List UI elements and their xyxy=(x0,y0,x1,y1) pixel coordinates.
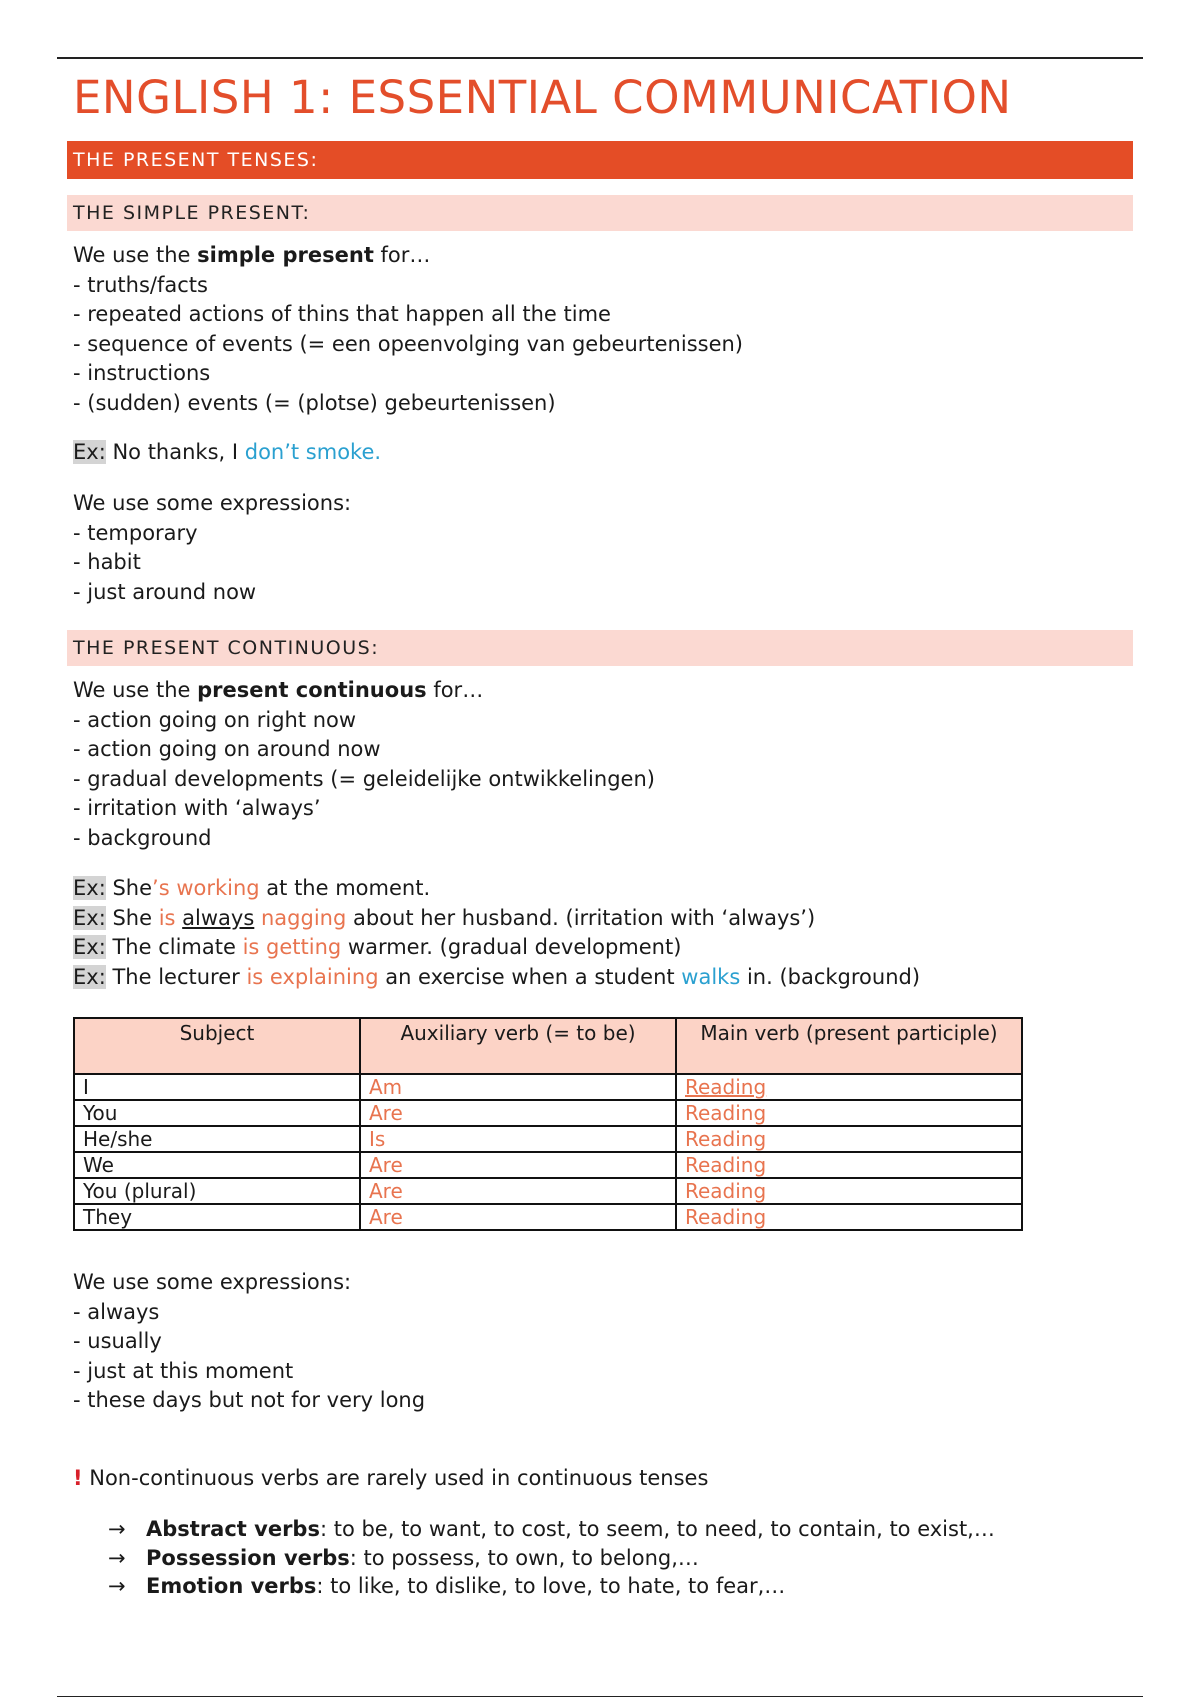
expressions-intro: We use some expressions: xyxy=(73,1270,352,1294)
table-cell: Are xyxy=(360,1152,676,1178)
section-heading-present-tenses: THE PRESENT TENSES: xyxy=(67,141,1133,179)
example-label: Ex: xyxy=(73,440,106,464)
example-highlight: is getting xyxy=(242,935,342,959)
intro-text: We use the xyxy=(73,243,198,267)
present-continuous-intro xyxy=(73,676,655,706)
simple-present-intro xyxy=(73,241,743,271)
table-cell: Are xyxy=(360,1178,676,1204)
list-item: - action going on around now xyxy=(73,737,381,761)
list-item: - just around now xyxy=(73,579,257,604)
table-cell: Is xyxy=(360,1126,676,1152)
category-examples: : to like, to dislike, to love, to hate, to fear,… xyxy=(316,1574,786,1598)
example-highlight: don’t smoke. xyxy=(244,440,382,464)
list-item: - (sudden) events (= (plotse) gebeurtenissen) xyxy=(73,390,556,415)
category-examples: : to be, to want, to cost, to seem, to need, to contain, to exist,… xyxy=(319,1517,995,1541)
list-item: - habit xyxy=(73,550,141,574)
table-cell: He/she xyxy=(74,1126,360,1152)
example-text: She xyxy=(105,905,159,930)
example-highlight: is xyxy=(158,905,176,930)
table-row xyxy=(74,1178,1022,1204)
top-rule xyxy=(57,57,1143,59)
present-continuous-uses xyxy=(73,676,655,853)
intro-bold: present continuous xyxy=(197,678,427,702)
example-3 xyxy=(73,933,920,963)
example-label: Ex: xyxy=(73,905,106,930)
example-text: about her husband. (irritation with ‘always’) xyxy=(346,905,816,930)
table-row xyxy=(74,1204,1022,1230)
non-continuous-note xyxy=(73,1464,708,1494)
example-4 xyxy=(73,963,920,993)
bottom-rule xyxy=(57,1696,1143,1697)
table-row xyxy=(74,1152,1022,1178)
table-cell: We xyxy=(74,1152,360,1178)
arrow-right-icon: → xyxy=(108,1545,126,1570)
table-cell: Reading xyxy=(676,1152,1022,1178)
table-cell: Reading xyxy=(676,1100,1022,1126)
list-item: - instructions xyxy=(73,361,211,385)
table-cell: You (plural) xyxy=(74,1178,360,1204)
subheading-simple-present: THE SIMPLE PRESENT: xyxy=(67,195,1133,231)
list-item: - always xyxy=(73,1299,160,1324)
title-area xyxy=(73,70,1133,125)
example-label: Ex: xyxy=(73,876,106,900)
example-label: Ex: xyxy=(73,935,106,959)
arrow-right-icon: → xyxy=(108,1517,126,1541)
example-label: Ex: xyxy=(73,964,106,989)
intro-text: We use the xyxy=(73,678,198,702)
example-text: warmer. (gradual development) xyxy=(341,935,682,959)
intro-text-end: for… xyxy=(426,678,484,702)
table-row xyxy=(74,1126,1022,1152)
simple-present-uses xyxy=(73,241,743,418)
conjugation-table xyxy=(73,1017,1023,1231)
example-text: No thanks, I xyxy=(105,440,245,464)
table-header-row xyxy=(74,1018,1022,1074)
example-2 xyxy=(73,904,920,934)
arrow-right-icon: → xyxy=(108,1574,126,1598)
example-text: The lecturer xyxy=(105,964,247,989)
document-title: ENGLISH 1: ESSENTIAL COMMUNICATION xyxy=(73,71,1012,124)
example-text: She xyxy=(105,876,153,900)
table-cell: Reading xyxy=(676,1126,1022,1152)
table-cell xyxy=(676,1074,1022,1100)
list-item: - these days but not for very long xyxy=(73,1388,426,1412)
column-header: Subject xyxy=(74,1018,360,1074)
list-item xyxy=(108,1515,995,1544)
example-text: in. (background) xyxy=(740,964,921,989)
example-highlight: nagging xyxy=(260,905,347,930)
table-cell-text: Reading xyxy=(685,1075,767,1099)
column-header: Auxiliary verb (= to be) xyxy=(360,1018,676,1074)
intro-text-end: for… xyxy=(373,243,431,267)
example-highlight: walks xyxy=(681,964,741,989)
category-name: Possession verbs xyxy=(146,1545,350,1570)
table-cell: Am xyxy=(360,1074,676,1100)
table-row xyxy=(74,1100,1022,1126)
present-continuous-examples xyxy=(73,874,920,992)
list-item: - action going on right now xyxy=(73,707,357,732)
list-item: - truths/facts xyxy=(73,272,208,297)
exclamation-icon: ! xyxy=(73,1466,83,1490)
present-continuous-expressions xyxy=(73,1268,425,1416)
table-cell: You xyxy=(74,1100,360,1126)
table-cell: They xyxy=(74,1204,360,1230)
category-name: Emotion verbs xyxy=(146,1574,317,1598)
verb-category-list xyxy=(108,1515,995,1601)
table-cell: Reading xyxy=(676,1178,1022,1204)
table-cell: I xyxy=(74,1074,360,1100)
example-highlight: ’s working xyxy=(152,876,260,900)
category-examples: : to possess, to own, to belong,… xyxy=(349,1545,699,1570)
list-item xyxy=(108,1544,995,1573)
list-item: - just at this moment xyxy=(73,1358,294,1383)
note-text: Non-continuous verbs are rarely used in continuous tenses xyxy=(82,1466,709,1490)
list-item: - usually xyxy=(73,1329,162,1353)
example-1 xyxy=(73,874,920,904)
table-cell: Are xyxy=(360,1100,676,1126)
list-item: - temporary xyxy=(73,520,198,545)
list-item xyxy=(108,1572,995,1601)
example-underline: always xyxy=(182,905,255,930)
column-header: Main verb (present participle) xyxy=(676,1018,1022,1074)
list-item: - gradual developments (= geleidelijke ontwikkelingen) xyxy=(73,766,655,791)
list-item: - sequence of events (= een opeenvolging van gebeurtenissen) xyxy=(73,331,744,356)
example-highlight: is explaining xyxy=(246,964,379,989)
expressions-intro: We use some expressions: xyxy=(73,491,352,515)
example-text: an exercise when a student xyxy=(378,964,682,989)
simple-present-expressions xyxy=(73,489,351,607)
subheading-present-continuous: THE PRESENT CONTINUOUS: xyxy=(67,630,1133,666)
table-cell: Are xyxy=(360,1204,676,1230)
table-cell: Reading xyxy=(676,1204,1022,1230)
example-text: at the moment. xyxy=(259,876,431,900)
list-item: - background xyxy=(73,825,212,850)
simple-present-example xyxy=(73,438,381,468)
list-item: - repeated actions of thins that happen all the time xyxy=(73,302,611,326)
category-name: Abstract verbs xyxy=(146,1517,320,1541)
intro-bold: simple present xyxy=(197,243,374,267)
list-item: - irritation with ‘always’ xyxy=(73,796,321,820)
table-row xyxy=(74,1074,1022,1100)
example-text: The climate xyxy=(105,935,243,959)
